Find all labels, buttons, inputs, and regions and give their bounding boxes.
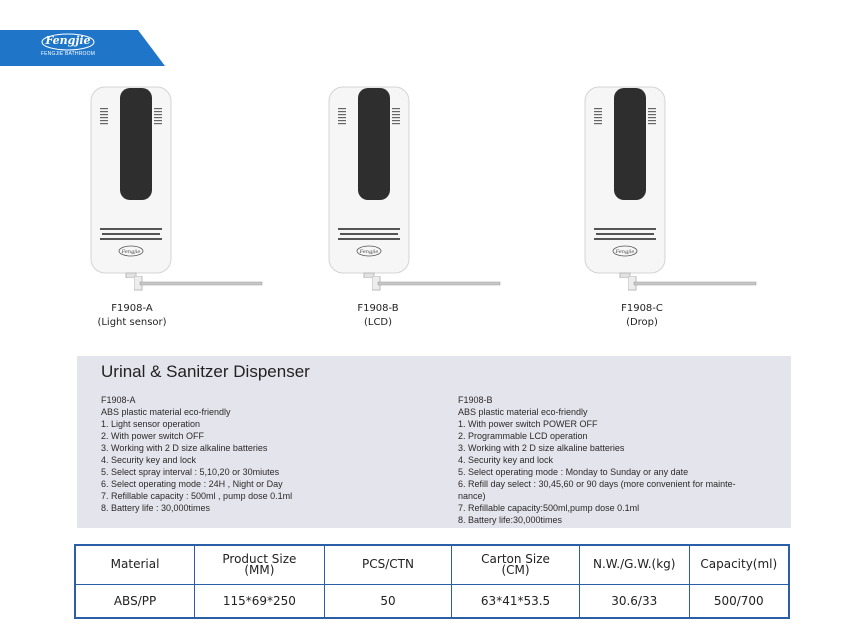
desc-line: 7. Refillable capacity:500ml,pump dose 0.1ml [458,503,640,513]
dispenser-image [90,86,172,278]
desc-line: 3. Working with 2 D size alkaline batteries [458,443,625,453]
header-product-size: Product Size (MM) [195,545,325,584]
product-caption [582,302,702,330]
nozzle-tube [628,276,758,294]
desc-line: 2. With power switch OFF [101,431,205,441]
description-right-column [458,394,768,526]
desc-line: 5. Select spray interval : 5,10,20 or 30miutes [101,467,280,477]
nozzle-tube [372,276,502,294]
cell-weight: 30.6/33 [579,584,689,618]
nozzle-tube [134,276,264,294]
desc-line: 3. Working with 2 D size alkaline batteries [101,443,268,453]
cell-capacity: 500/700 [689,584,789,618]
desc-line: ABS plastic material eco-friendly [458,407,588,417]
header-capacity: Capacity(ml) [689,545,789,584]
dispenser-image [584,86,666,278]
product-f1908-a [80,86,270,336]
cell-product-size: 115*69*250 [195,584,325,618]
product-caption [72,302,192,330]
desc-line: 1. With power switch POWER OFF [458,419,598,429]
header-carton-size: Carton Size (CM) [452,545,580,584]
brand-tab [0,30,165,66]
desc-line: 6. Select operating mode : 24H , Night or Day [101,479,283,489]
desc-line: 1. Light sensor operation [101,419,201,429]
spec-table-row [75,584,789,618]
spec-table [74,544,790,619]
desc-line: 8. Battery life:30,000times [458,515,563,525]
product-model: F1908-C [621,303,663,314]
desc-line: nance) [458,491,486,501]
device-logo: Fengjie [359,249,379,255]
brand-logo: Fengjie [45,34,91,47]
desc-line: 7. Refillable capacity : 500ml , pump dose 0.1ml [101,491,293,501]
product-variant: (Light sensor) [97,317,167,328]
desc-line: 2. Programmable LCD operation [458,431,588,441]
cell-material: ABS/PP [75,584,195,618]
description-title: Urinal & Sanitzer Dispenser [101,362,310,381]
header-weight: N.W./G.W.(kg) [579,545,689,584]
product-model: F1908-A [111,303,153,314]
brand-subtitle: FENGJIE BATHROOM [40,51,96,57]
desc-line: 4. Security key and lock [101,455,197,465]
header-pcs-ctn: PCS/CTN [324,545,452,584]
cell-carton-size: 63*41*53.5 [452,584,580,618]
spec-table-header-row [75,545,789,584]
product-model: F1908-B [357,303,399,314]
desc-line: 5. Select operating mode : Monday to Sunday or any date [458,467,689,477]
device-logo: Fengjie [615,249,635,255]
desc-line: 6. Refill day select : 30,45,60 or 90 days (more convenient for mainte- [458,479,736,489]
header-material: Material [75,545,195,584]
desc-line: 4. Security key and lock [458,455,554,465]
description-panel [77,356,791,528]
desc-line: F1908-B [458,395,493,405]
product-variant: (LCD) [363,317,393,328]
description-left-column [101,394,441,514]
product-caption [318,302,438,330]
product-f1908-c [574,86,764,336]
desc-line: F1908-A [101,395,136,405]
device-logo: Fengjie [121,249,141,255]
desc-line: 8. Battery life : 30,000times [101,503,211,513]
product-f1908-b [318,86,508,336]
cell-pcs-ctn: 50 [324,584,452,618]
dispenser-image [328,86,410,278]
product-variant: (Drop) [626,317,658,328]
desc-line: ABS plastic material eco-friendly [101,407,231,417]
